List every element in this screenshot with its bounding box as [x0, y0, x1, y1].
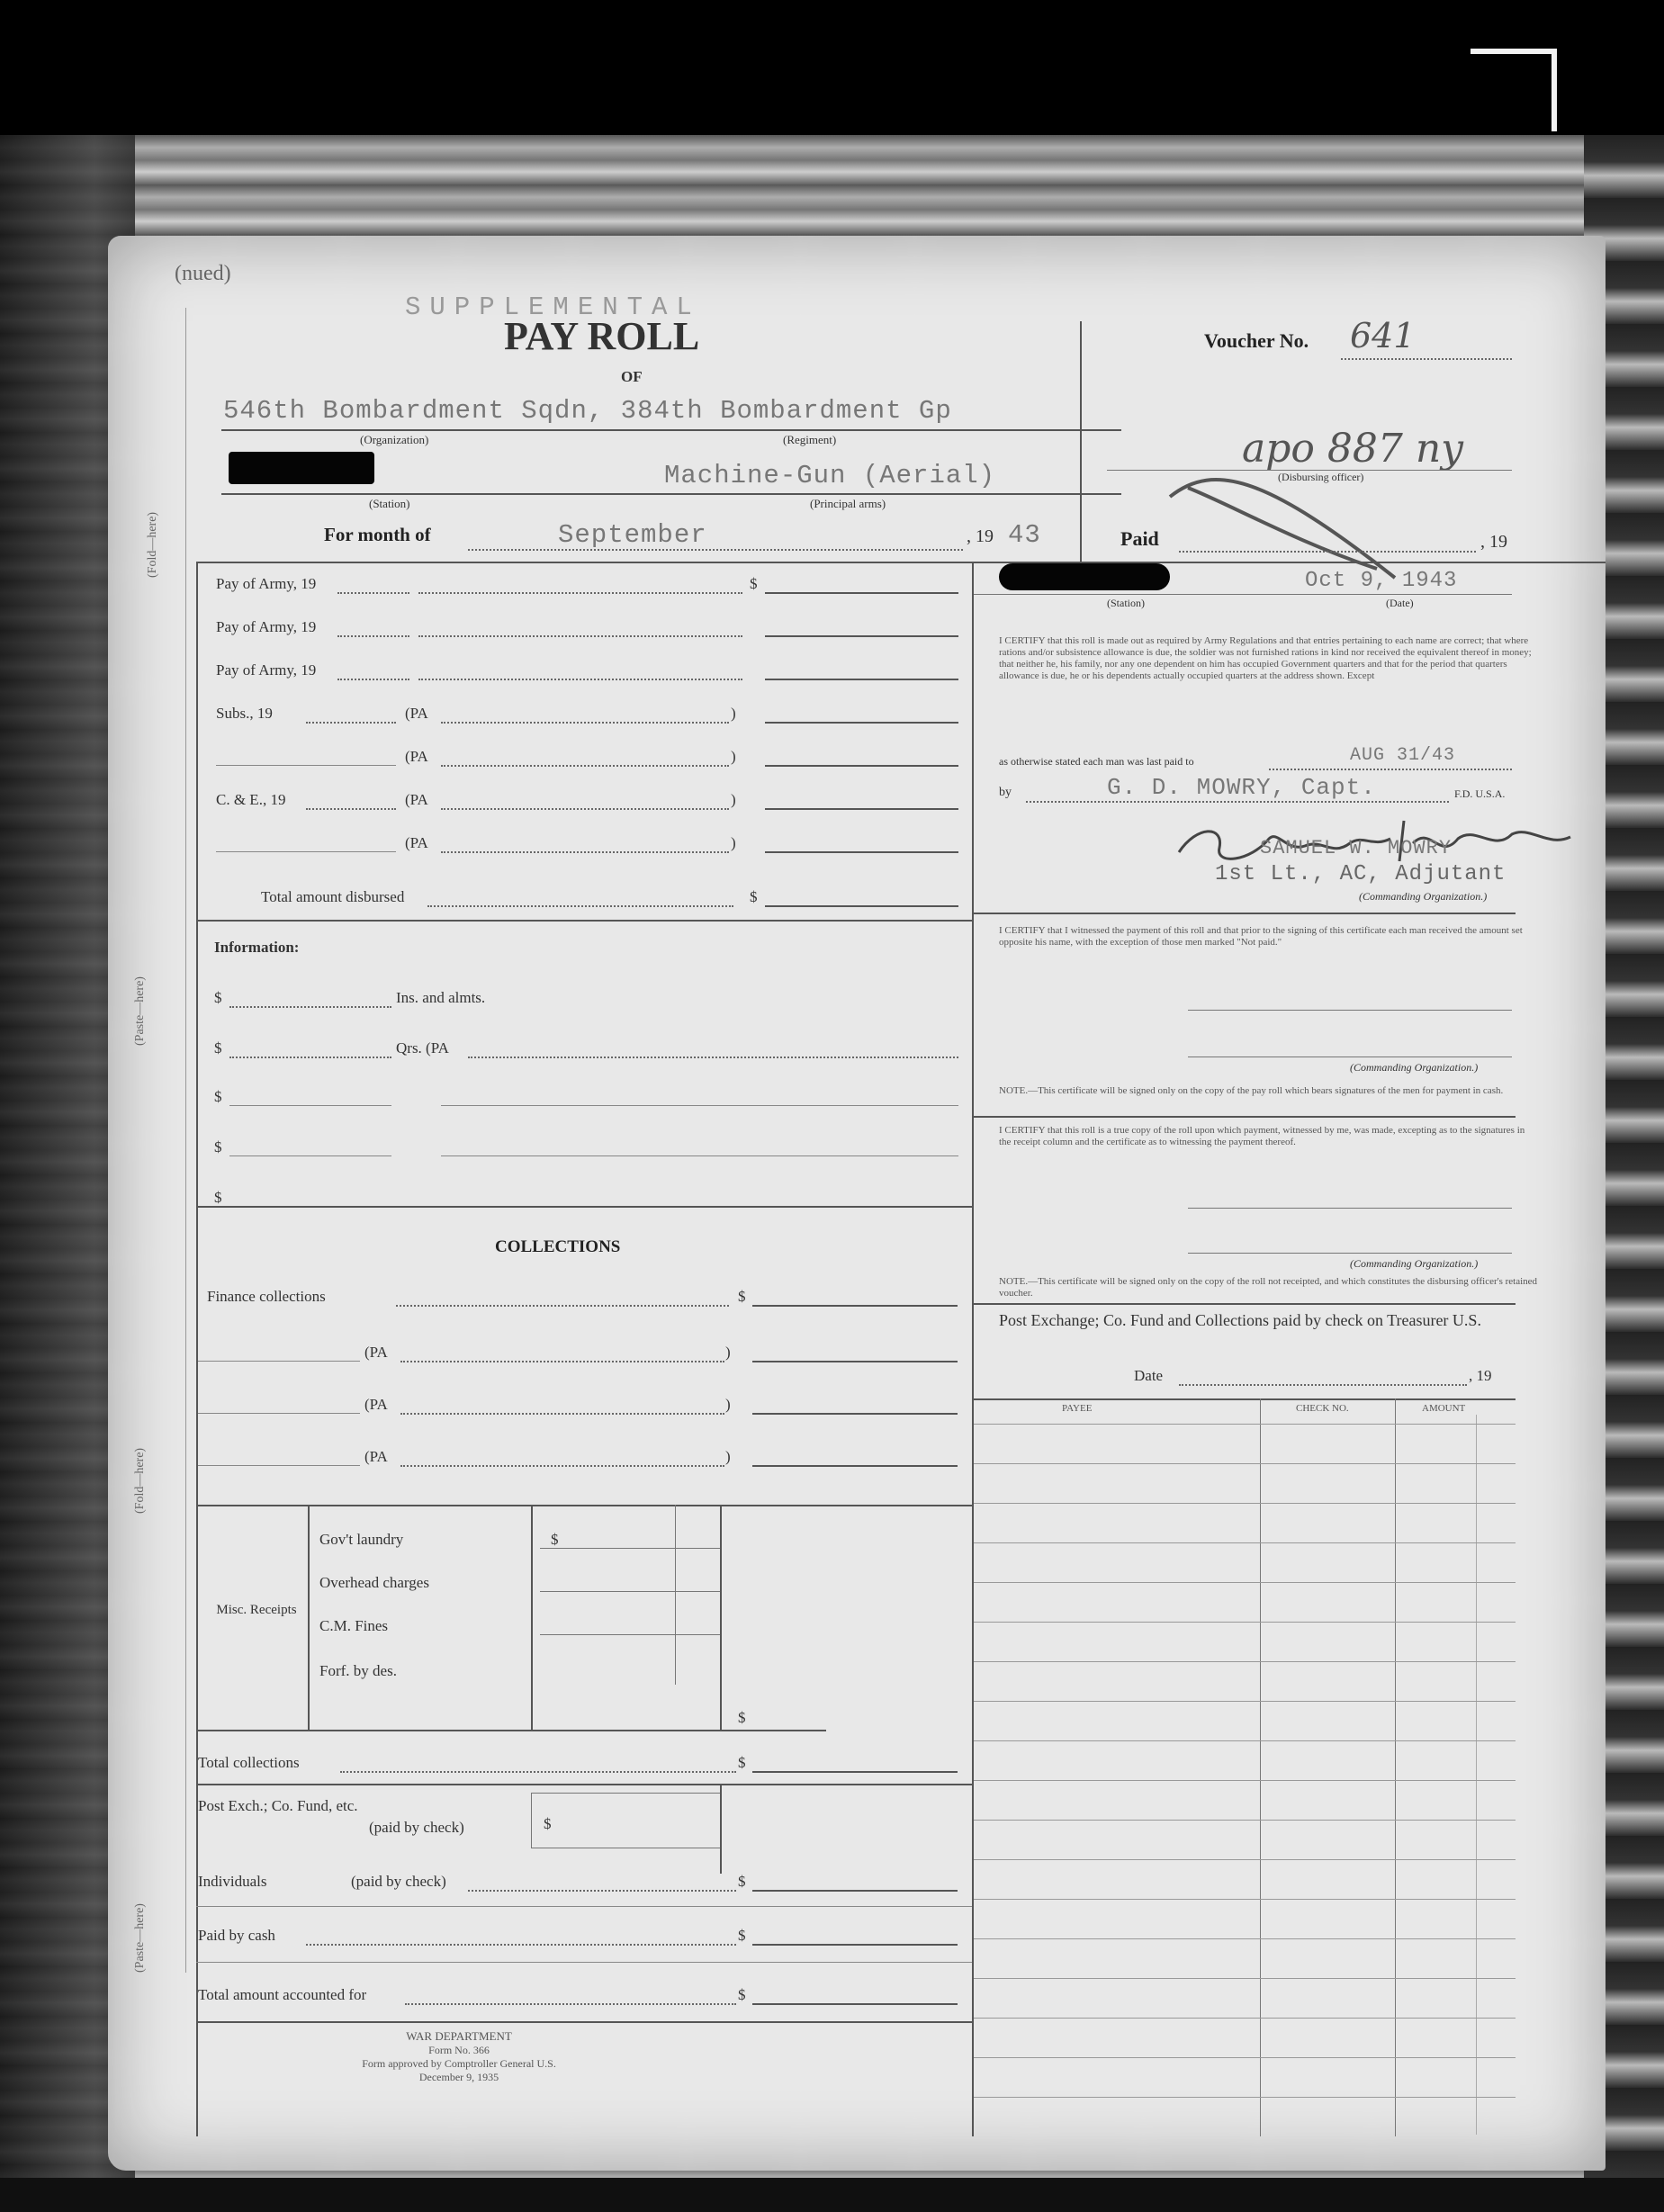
coll-amount-2 [752, 1413, 958, 1415]
regiment-label: (Regiment) [783, 433, 837, 446]
payee-table-row [974, 1622, 1516, 1623]
certificate-2-text: I CERTIFY that I witnessed the payment of this roll and that prior to the signing of this certificate each man received the amount set opposite his name, with the exception of those men marked "Not paid." [999, 925, 1523, 948]
paid-label: Paid [1120, 527, 1159, 550]
info-line-4b [441, 1155, 958, 1156]
totals-rule [196, 1784, 972, 1785]
misc-receipts-label: Misc. Receipts [216, 1603, 297, 1617]
qrs-line [468, 1057, 958, 1058]
collections-heading: COLLECTIONS [495, 1237, 621, 1256]
note-2: NOTE.—This certificate will be signed only on the copy of the roll not receipted, and which constitutes the disbursing officer's retained voucher. [999, 1276, 1538, 1299]
margin-label: (Paste—here) [133, 976, 147, 1046]
left-margin-line [185, 308, 186, 1973]
info-dollar-5: $ [214, 1189, 222, 1206]
station-label: (Station) [369, 497, 410, 510]
amount-column-header: AMOUNT [1422, 1403, 1466, 1414]
by-value: G. D. MOWRY, Capt. [1107, 774, 1376, 801]
finance-amount [752, 1305, 958, 1307]
coll-pa-2-line [400, 1413, 724, 1415]
pay-army-1-line [418, 592, 742, 594]
post-exchange-rule [974, 1303, 1516, 1305]
info-dollar-4: $ [214, 1138, 222, 1155]
pay-roll-document [108, 236, 1606, 2171]
principal-arms-value: Machine-Gun (Aerial) [664, 461, 996, 490]
cert-2-sign-line-1 [1188, 1010, 1512, 1011]
bottom-rule [196, 2021, 972, 2023]
ce-year-line [306, 808, 396, 810]
fd-usa: F.D. U.S.A. [1454, 787, 1506, 800]
signer-title: 1st Lt., AC, Adjutant [1215, 862, 1507, 886]
ins-label: Ins. and almts. [396, 989, 486, 1006]
ce-pa-2: (PA [405, 834, 428, 851]
coll-pa-1-line [400, 1361, 724, 1362]
month-value: September [558, 520, 707, 550]
ce-amount-1 [765, 808, 958, 810]
page-title: PAY ROLL [504, 314, 700, 358]
individuals-dollar: $ [738, 1873, 746, 1890]
misc-item-forf: Forf. by des. [319, 1662, 397, 1679]
misc-item-overhead: Overhead charges [319, 1574, 429, 1591]
coll-pa-1-left [198, 1361, 360, 1362]
scanner-top-band [0, 0, 1664, 135]
payee-table-row [974, 1701, 1516, 1702]
footer-dept: WAR DEPARTMENT [406, 2029, 512, 2043]
organization-value: 546th Bombardment Sqdn, 384th Bombardment Gp [223, 396, 952, 426]
paid-cash-line [306, 1944, 736, 1946]
info-dollar-3: $ [214, 1088, 222, 1105]
coll-pa-2-paren: ) [725, 1396, 731, 1413]
check-col-divider [1395, 1398, 1396, 2136]
total-accounted-line [405, 2003, 736, 2005]
payee-table-row [974, 1938, 1516, 1939]
misc-left-col [308, 1505, 310, 1730]
paid-cash-amount [752, 1944, 958, 1946]
check-date-year: , 19 [1469, 1367, 1492, 1384]
coll-pa-3-paren: ) [725, 1448, 731, 1465]
margin-label: (Fold—here) [133, 1447, 147, 1514]
payee-table-row [974, 1503, 1516, 1504]
crop-corner-mark [1471, 49, 1557, 131]
subs-2-line [216, 765, 396, 766]
certificate-1-text: I CERTIFY that this roll is made out as required by Army Regulations and that entries pertaining to each name are correct; that where rations and/or subsistence allowance is due, the soldier was not furnished rations in kind nor received the equivalent thereof in money; that neither he, his family, nor any one dependent on him has occupied Government quarters and that for the period that quarters allowance is due, he or his dependents actually occupied quarters at the address shown. Except [999, 635, 1532, 681]
pay-army-2-amount [765, 635, 958, 637]
post-exch-divider [720, 1784, 722, 1874]
ce-pa-1-line [441, 808, 729, 810]
payee-table-row [974, 1582, 1516, 1583]
misc-line-2 [540, 1591, 720, 1592]
footer-form-no: Form No. 366 [428, 2044, 490, 2056]
payee-table-row [974, 1463, 1516, 1464]
subs-pa-2: (PA [405, 748, 428, 765]
cmd-org-label-3: (Commanding Organization.) [1350, 1257, 1479, 1270]
info-line-2 [229, 1057, 391, 1058]
individuals-check: (paid by check) [351, 1873, 446, 1890]
payee-table-row [974, 1661, 1516, 1662]
subs-label: Subs., 19 [216, 705, 273, 722]
coll-pa-3-left [198, 1465, 360, 1466]
payee-table-row [974, 2057, 1516, 2058]
year-value: 43 [1008, 520, 1041, 550]
coll-pa-2: (PA [364, 1396, 388, 1413]
paid-year: , 19 [1480, 532, 1507, 552]
paid-date-label: (Date) [1386, 597, 1414, 609]
month-line [468, 549, 963, 551]
paid-line [1179, 551, 1476, 553]
total-accounted-amount [752, 2003, 958, 2005]
redacted-station [229, 452, 374, 484]
subs-pa-1-paren: ) [731, 705, 736, 722]
post-exch-check: (paid by check) [369, 1819, 464, 1836]
info-line-3 [229, 1105, 391, 1106]
info-dollar-2: $ [214, 1039, 222, 1057]
subs-pa-2-line [441, 765, 729, 767]
payee-table-row [974, 1542, 1516, 1543]
finance-dollar: $ [738, 1288, 746, 1305]
principal-arms-label: (Principal arms) [810, 497, 886, 510]
paid-date-value: Oct 9, 1943 [1305, 569, 1458, 593]
footer-date: December 9, 1935 [418, 2071, 499, 2083]
misc-mid-col [531, 1505, 533, 1730]
subs-amount-2 [765, 765, 958, 767]
finance-line [396, 1305, 729, 1307]
total-collections-dollar: $ [738, 1754, 746, 1771]
subs-year-line [306, 722, 396, 724]
coll-pa-2-left [198, 1413, 360, 1414]
pay-army-2-label: Pay of Army, 19 [216, 618, 317, 635]
total-collections-amount [752, 1771, 958, 1773]
misc-right-col [720, 1505, 722, 1730]
paid-check-mark [1161, 461, 1413, 587]
pay-army-1-amount [765, 592, 958, 594]
individuals-line [468, 1890, 736, 1892]
pay-army-1-dollar: $ [750, 575, 758, 592]
supplemental-stamp: SUPPLEMENTAL [405, 292, 701, 322]
payee-table-row [974, 1780, 1516, 1781]
check-date-line [1179, 1384, 1467, 1386]
pay-army-1-label: Pay of Army, 19 [216, 575, 317, 592]
payee-table-row [974, 1859, 1516, 1860]
info-line-1 [229, 1006, 391, 1008]
total-accounted-dollar: $ [738, 1986, 746, 2003]
cert-3-rule [974, 1116, 1516, 1118]
cert-3-sign-line-2 [1188, 1253, 1512, 1254]
total-collections-label: Total collections [198, 1754, 300, 1771]
pay-army-2-line [418, 635, 742, 637]
total-disbursed-label: Total amount disbursed [261, 888, 405, 905]
individuals-rule [196, 1906, 972, 1907]
payee-table-row [974, 1740, 1516, 1741]
misc-line-3 [540, 1634, 720, 1635]
cmd-org-label-1: (Commanding Organization.) [1359, 890, 1488, 903]
pay-army-3-amount [765, 679, 958, 680]
subs-amount-1 [765, 722, 958, 724]
ce-pa-1: (PA [405, 791, 428, 808]
paid-cash-dollar: $ [738, 1927, 746, 1944]
ce-2-line [216, 851, 396, 852]
check-date-label: Date [1134, 1367, 1164, 1384]
payee-col-divider [1260, 1398, 1261, 2136]
cents-col-divider [1476, 1415, 1477, 2135]
payee-table-row [974, 1899, 1516, 1900]
misc-item-fines: C.M. Fines [319, 1617, 389, 1634]
coll-pa-3-line [400, 1465, 724, 1467]
pay-army-1-year-line [337, 592, 409, 594]
ce-amount-2 [765, 851, 958, 853]
month-label: For month of [324, 524, 431, 545]
ce-pa-2-paren: ) [731, 834, 736, 851]
pay-army-3-line [418, 679, 742, 680]
paid-cash-label: Paid by cash [198, 1927, 275, 1944]
payee-table-row [974, 2097, 1516, 2098]
title-of: OF [621, 368, 643, 385]
coll-pa-1-paren: ) [725, 1344, 731, 1361]
redacted-paid-station [999, 563, 1170, 590]
voucher-number: 641 [1350, 316, 1416, 355]
info-line-4 [229, 1155, 391, 1156]
organization-line [221, 429, 1121, 431]
disbursed-rule [198, 920, 974, 922]
payee-table-top [974, 1398, 1516, 1400]
disbursing-label: (Disbursing officer) [1278, 471, 1364, 483]
paid-date-line [972, 594, 1512, 595]
individuals-amount [752, 1890, 958, 1892]
misc-laundry-dollar: $ [551, 1531, 559, 1548]
info-line-3b [441, 1105, 958, 1106]
information-heading: Information: [214, 939, 300, 956]
note-1: NOTE.—This certificate will be signed only on the copy of the pay roll which bears signatures of the men for payment in cash. [999, 1085, 1504, 1096]
margin-label: (Fold—here) [146, 511, 159, 578]
info-dollar-1: $ [214, 989, 222, 1006]
post-exch-box [531, 1793, 722, 1848]
payee-table-row [974, 1978, 1516, 1979]
qrs-label: Qrs. (PA [396, 1039, 449, 1057]
finance-collections-label: Finance collections [207, 1288, 326, 1305]
left-frame-top [198, 562, 1080, 563]
voucher-line [1341, 358, 1512, 360]
last-paid-label: as otherwise stated each man was last paid to [999, 755, 1194, 768]
coll-pa-3: (PA [364, 1448, 388, 1465]
cert-2-rule [974, 913, 1516, 914]
info-rule [198, 1206, 974, 1208]
paid-cash-rule [196, 1962, 972, 1963]
center-divider [972, 562, 974, 2136]
misc-cents-col [675, 1505, 676, 1685]
last-paid-value: AUG 31/43 [1350, 745, 1456, 766]
misc-item-laundry: Gov't laundry [319, 1531, 404, 1548]
signer-name: SAMUEL W. MOWRY [1260, 837, 1453, 859]
payee-table-row [974, 1424, 1516, 1425]
total-disbursed-dollar: $ [750, 888, 758, 905]
coll-pa-1: (PA [364, 1344, 388, 1361]
total-disbursed-amount [765, 905, 958, 907]
coll-amount-1 [752, 1361, 958, 1362]
organization-label: (Organization) [360, 433, 429, 446]
payee-table-row [974, 1820, 1516, 1821]
pay-army-3-year-line [337, 679, 409, 680]
cmd-org-label-2: (Commanding Organization.) [1350, 1061, 1479, 1074]
coll-amount-3 [752, 1465, 958, 1467]
total-collections-line [340, 1771, 736, 1773]
post-exchange-text: Post Exchange; Co. Fund and Collections paid by check on Treasurer U.S. [999, 1311, 1481, 1329]
header-divider [1080, 321, 1082, 564]
station-line [221, 493, 1121, 495]
year-prefix: , 19 [967, 526, 994, 546]
misc-total-dollar: $ [738, 1709, 746, 1726]
by-label: by [999, 786, 1012, 799]
top-left-note: (nued) [175, 262, 231, 285]
individuals-label: Individuals [198, 1873, 267, 1890]
margin-label: (Paste—here) [133, 1903, 147, 1973]
voucher-label: Voucher No. [1204, 329, 1309, 352]
total-accounted-label: Total amount accounted for [198, 1986, 367, 2003]
post-exch-label: Post Exch.; Co. Fund, etc. [198, 1797, 358, 1814]
payee-table-row [974, 2018, 1516, 2019]
left-frame-left [196, 562, 198, 2136]
apo-handwritten: apo 887 ny [1242, 426, 1464, 472]
pay-army-3-label: Pay of Army, 19 [216, 661, 317, 679]
certificate-3-text: I CERTIFY that this roll is a true copy of the roll upon which payment, witnessed by me, was made, excepting as to the signatures in the receipt column and the certificate as to witnessing the payment thereof. [999, 1125, 1525, 1147]
ce-pa-1-paren: ) [731, 791, 736, 808]
ce-pa-2-line [441, 851, 729, 853]
misc-line-1 [540, 1548, 720, 1549]
last-paid-line [1269, 769, 1512, 770]
subs-pa-1-line [441, 722, 729, 724]
post-exch-dollar: $ [544, 1815, 552, 1832]
subs-pa-2-paren: ) [731, 748, 736, 765]
cert-3-sign-line-1 [1188, 1208, 1512, 1209]
ce-label: C. & E., 19 [216, 791, 286, 808]
check-no-column-header: CHECK NO. [1296, 1403, 1349, 1414]
scan-bottom-strip [0, 2178, 1664, 2212]
pay-army-2-year-line [337, 635, 409, 637]
misc-receipts-box [196, 1505, 826, 1731]
footer-approved: Form approved by Comptroller General U.S. [362, 2057, 556, 2070]
subs-pa-1: (PA [405, 705, 428, 722]
paid-station-label: (Station) [1107, 597, 1145, 609]
total-disbursed-line [427, 905, 733, 907]
payee-column-header: PAYEE [1062, 1403, 1093, 1414]
by-line [1026, 801, 1449, 803]
